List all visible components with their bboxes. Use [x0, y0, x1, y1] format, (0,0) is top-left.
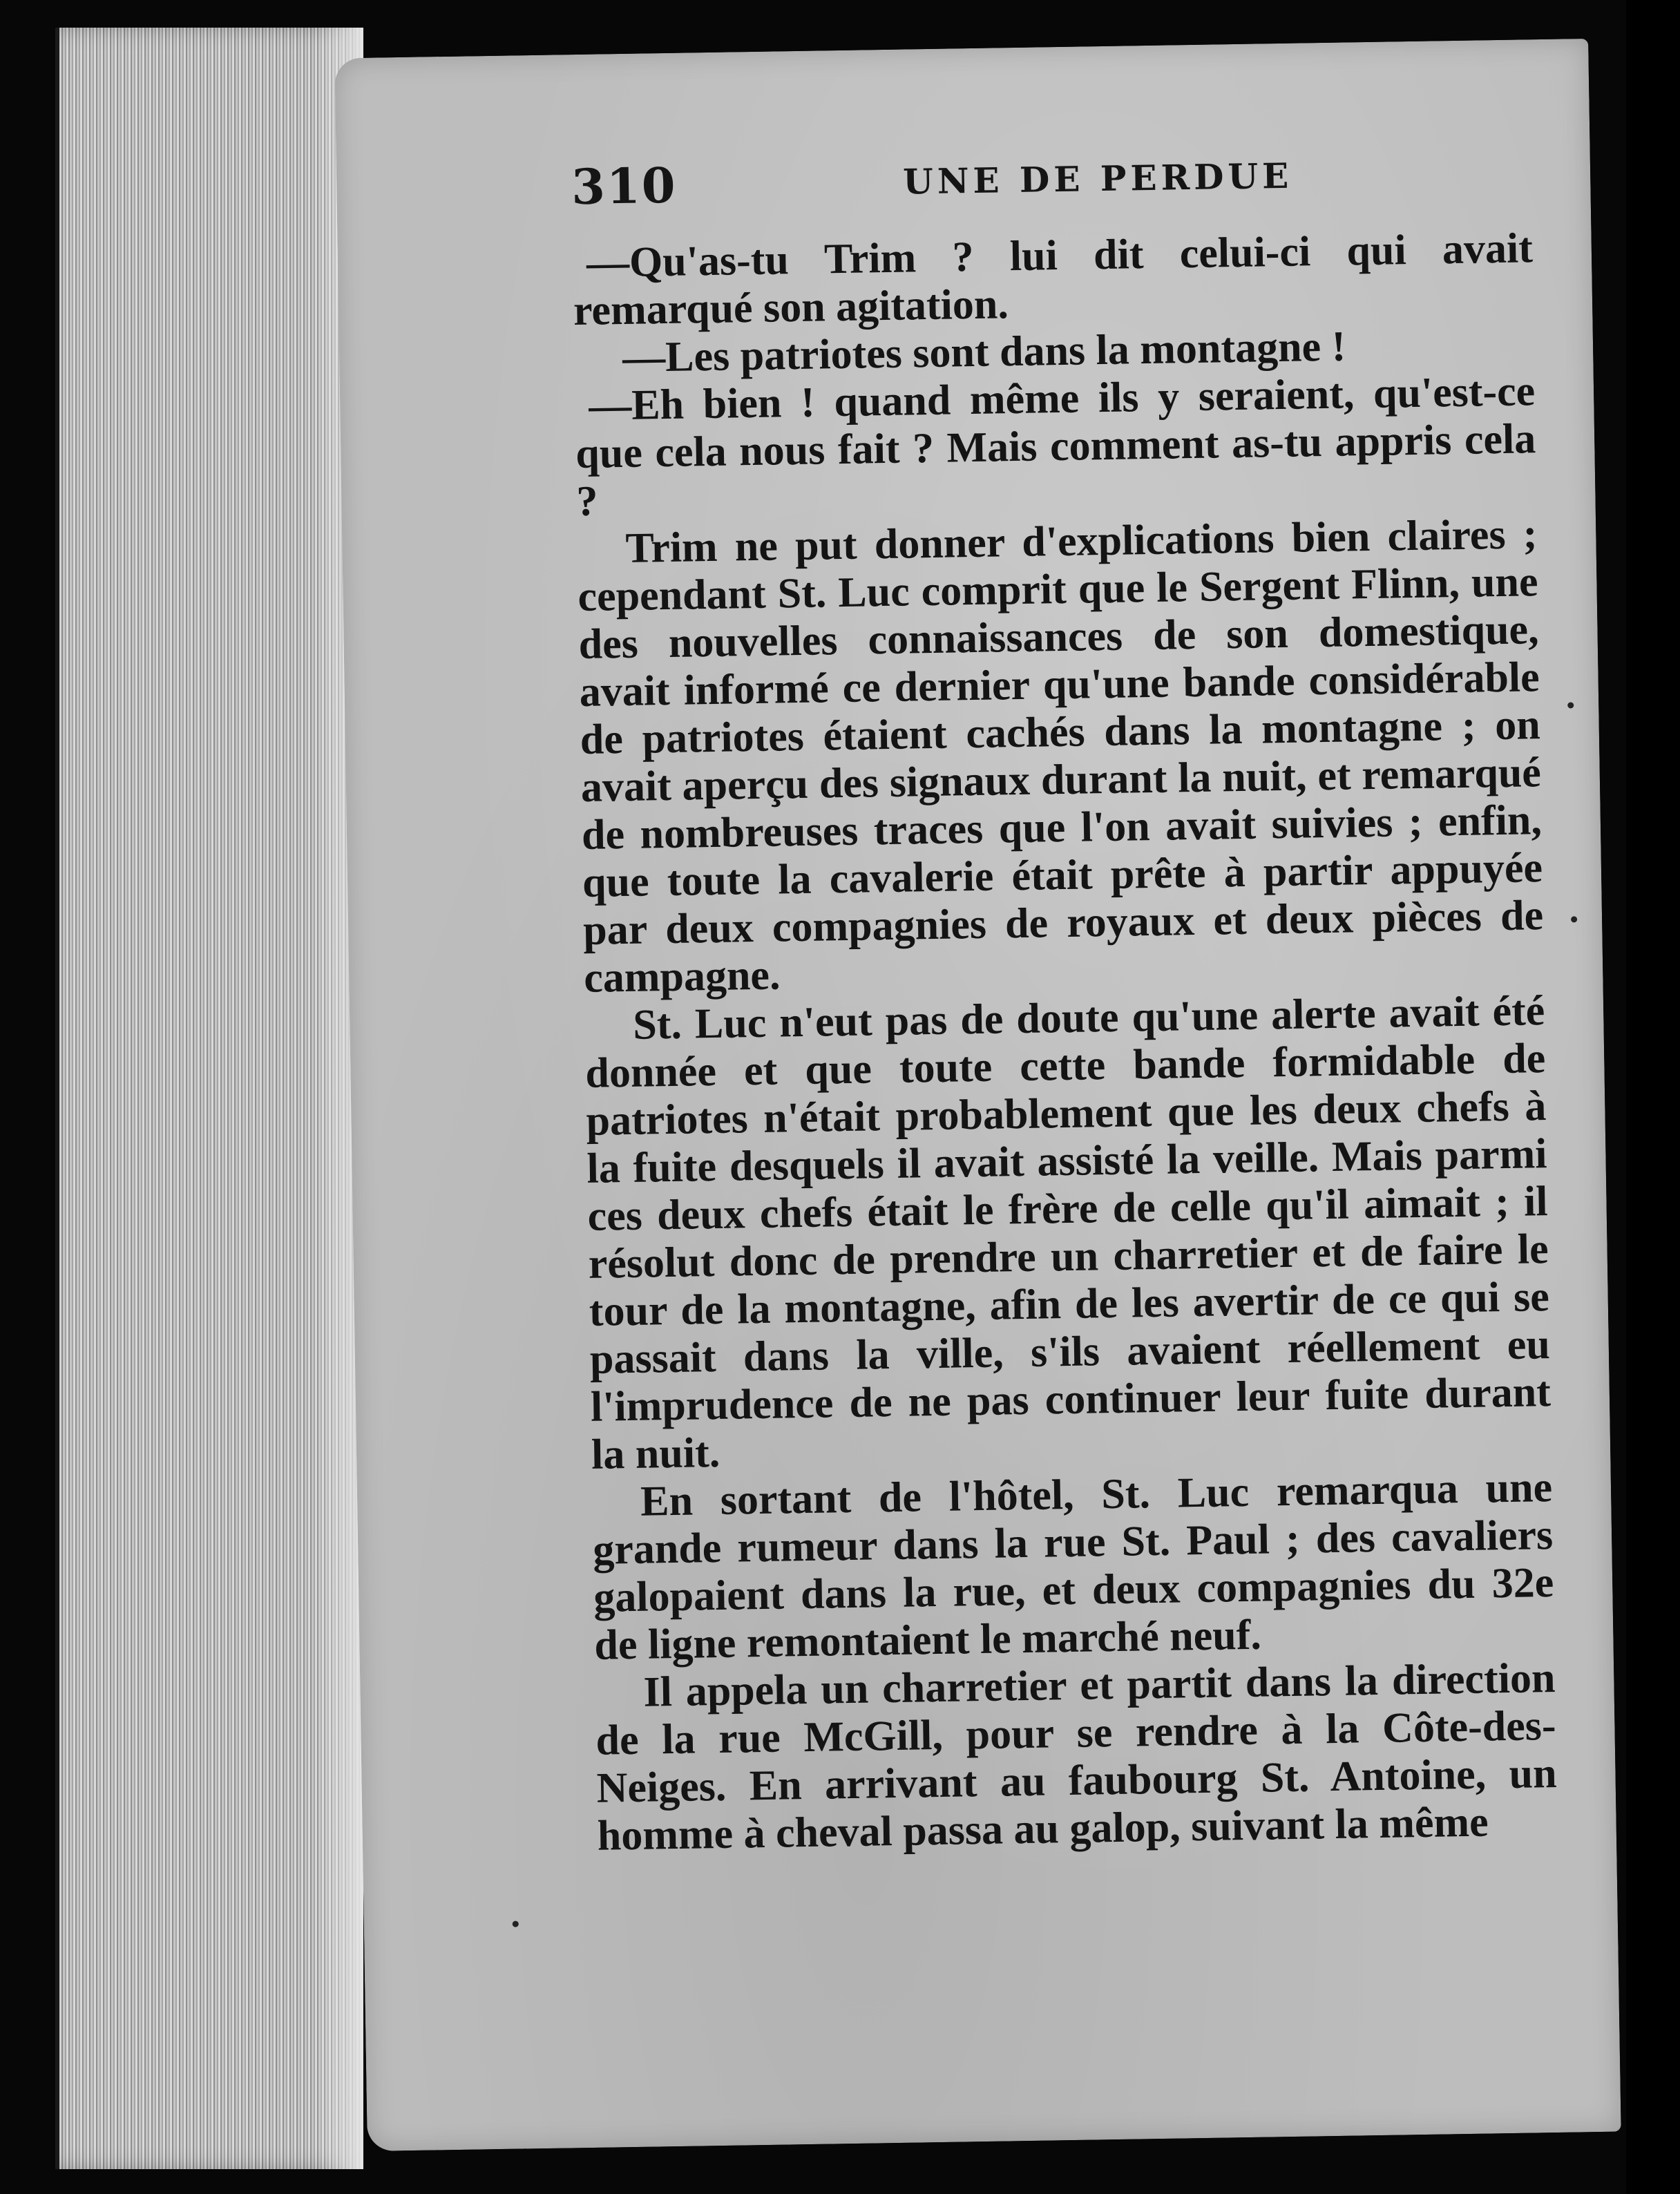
- page-header: [571, 143, 1539, 227]
- speck: [1567, 702, 1574, 708]
- speck: [1571, 916, 1577, 922]
- book-page: [334, 39, 1621, 2151]
- paragraph: Trim ne put donner d'explications bien claires ; cependant St. Luc comprit que le Sergent Flinn, une des nouvelles connaissances de son domestique, avait informé ce dernier qu'une bande considérable de patriotes étaient cachés dans la montagne ; on avait aperçu des signaux durant la nuit, et remarqué de nombreuses traces que l'on avait suivies ; enfin, que toute la cavalerie était prête à partir appuyée par deux compagnies de royaux et deux pièces de campagne.: [578, 511, 1544, 1002]
- paragraph: —Les patriotes sont dans la montagne !: [622, 323, 1346, 381]
- paragraph: En sortant de l'hôtel, St. Luc remarqua une grande rumeur dans la rue St. Paul ; des cavaliers galopaient dans la rue, et deux compagnies du 32e de ligne remontaient le marché neuf.: [592, 1464, 1554, 1669]
- paragraph: Il appela un charretier et partit dans la direction de la rue McGill, pour se rendre à la Côte-des-Neiges. En arrivant au faubourg St. Antoine, un homme à cheval passa au galop, suivant la même: [595, 1654, 1558, 1860]
- paragraph: —Eh bien ! quand même ils y seraient, qu'est-ce que cela nous fait ? Mais comment as-tu appris cela ?: [575, 368, 1536, 526]
- running-title: UNE DE PERDUE: [902, 155, 1293, 202]
- scan-border: [1626, 0, 1680, 2194]
- paragraph: —Qu'as-tu Trim ? lui dit celui-ci qui avait remarqué son agitation.: [573, 225, 1534, 335]
- page-number: 310: [571, 156, 678, 216]
- paragraph: St. Luc n'eut pas de doute qu'une alerte avait été donnée et que toute cette bande formidable de patriotes n'était probablement que les deux chefs à la fuite desquels il avait assisté la veille. Mais parmi ces deux chefs était le frère de celle qu'il aimait ; il résolut donc de prendre un charretier et de faire le tour de la montagne, afin de les avertir de ce qui se passait dans la ville, s'ils avaient réellement eu l'imprudence de ne pas continuer leur fuite durant la nuit.: [584, 987, 1552, 1478]
- body-text: [572, 225, 1558, 1860]
- speck: [513, 1921, 519, 1927]
- book-page-edges: [55, 28, 363, 2169]
